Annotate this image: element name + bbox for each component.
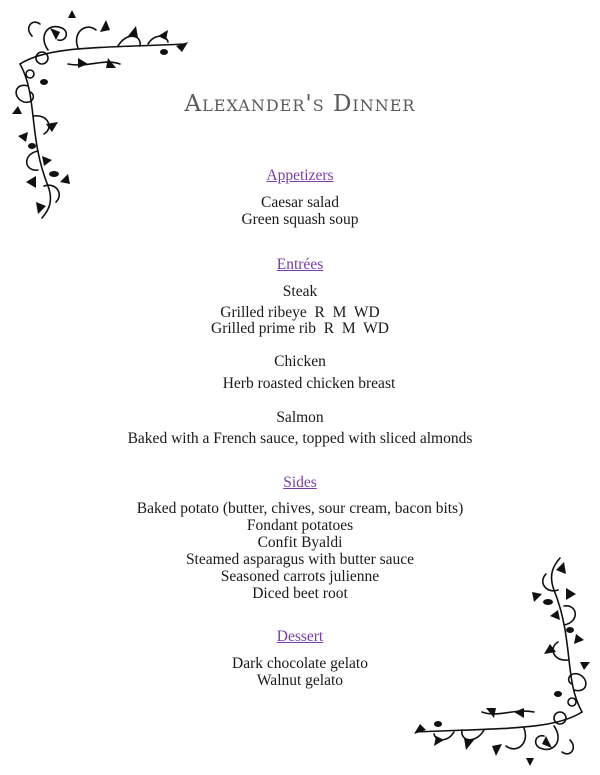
menu-item: Steamed asparagus with butter sauce — [185, 551, 415, 568]
menu-item: Caesar salad — [261, 194, 339, 211]
section-heading-entrees: Entrées — [276, 256, 324, 273]
section-heading-sides: Sides — [283, 474, 317, 491]
menu-item: Grilled prime rib R M WD — [211, 320, 389, 337]
menu-item: Walnut gelato — [256, 672, 344, 689]
menu-item: Diced beet root — [252, 585, 348, 602]
menu-item: Baked with a French sauce, topped with sliced almonds — [127, 430, 473, 447]
menu-title: Alexander's Dinner — [184, 91, 416, 117]
section-heading-dessert: Dessert — [276, 628, 324, 645]
menu-item: Confit Byaldi — [257, 534, 343, 551]
menu-item: Dark chocolate gelato — [232, 655, 368, 672]
subsection-label-chicken: Chicken — [274, 353, 326, 370]
menu-item: Green squash soup — [241, 211, 359, 228]
section-heading-appetizers: Appetizers — [266, 167, 334, 184]
menu-item: Baked potato (butter, chives, sour cream, bacon bits) — [136, 500, 464, 517]
subsection-label-steak: Steak — [282, 283, 318, 300]
menu-item: Grilled ribeye R M WD — [220, 304, 380, 321]
menu-item: Seasoned carrots julienne — [220, 568, 380, 585]
menu-item: Fondant potatoes — [246, 517, 354, 534]
menu-item: Herb roasted chicken breast — [222, 375, 396, 392]
subsection-label-salmon: Salmon — [276, 409, 324, 426]
